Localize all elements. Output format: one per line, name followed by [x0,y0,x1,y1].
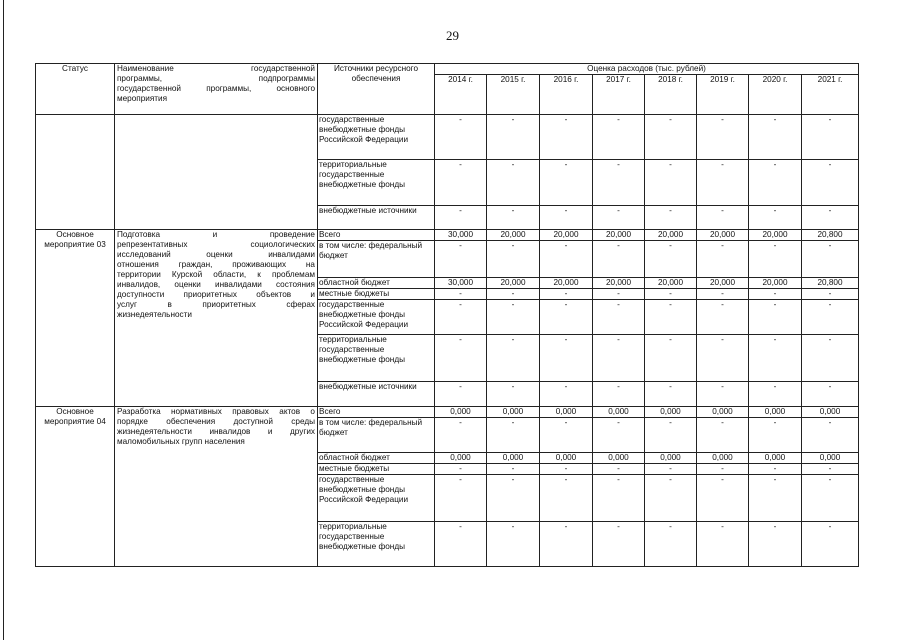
value-cell: - [593,475,645,522]
value-cell: - [435,475,487,522]
value-cell: - [540,335,593,382]
value-cell: - [487,382,540,407]
measure-name-line: Разработка нормативных правовых актов о [117,407,315,416]
value-cell: - [593,289,645,300]
value-cell: 20,000 [540,278,593,289]
value-cell: - [435,289,487,300]
value-cell: - [593,300,645,335]
value-cell: 0,000 [487,407,540,418]
value-cell: - [802,300,859,335]
value-cell: - [697,300,749,335]
name-cell-empty [115,115,318,230]
value-cell: - [645,335,697,382]
measure-name-line: доступности приоритетных объектов и [117,290,315,299]
value-cell: 0,000 [593,407,645,418]
table-row [36,407,859,418]
value-cell: - [435,522,487,567]
value-cell: - [697,464,749,475]
value-cell: - [749,335,802,382]
value-cell: - [645,382,697,407]
source-cell: государственные внебюджетные фонды Российской Федерации [318,300,435,335]
value-cell: 0,000 [802,453,859,464]
measure-name-line: порядке обеспечения доступной среды [117,417,315,426]
value-cell: - [593,464,645,475]
value-cell: - [435,241,487,278]
value-cell: - [645,522,697,567]
measure-name-line: жизнедеятельности инвалидов и других [117,427,315,436]
value-cell: - [802,418,859,453]
value-cell: - [645,475,697,522]
value-cell: 20,000 [697,230,749,241]
value-cell: - [540,300,593,335]
value-cell: - [435,382,487,407]
source-cell: местные бюджеты [318,464,435,475]
table-row [36,115,859,160]
value-cell: - [802,115,859,160]
source-cell: внебюджетные источники [318,206,435,230]
value-cell: - [540,115,593,160]
source-cell: областной бюджет [318,453,435,464]
value-cell: 20,000 [749,230,802,241]
status-cell: Основное мероприятие 04 [36,407,115,567]
value-cell: - [749,160,802,206]
measure-name-line: жизнедеятельности [117,310,192,319]
value-cell: - [540,241,593,278]
value-cell: - [487,115,540,160]
value-cell: 0,000 [749,407,802,418]
source-cell: в том числе: федеральный бюджет [318,241,435,278]
value-cell: 0,000 [487,453,540,464]
header-year: 2015 г. [487,75,540,115]
value-cell: - [487,475,540,522]
value-cell: - [593,160,645,206]
value-cell: - [697,522,749,567]
value-cell: - [593,241,645,278]
value-cell: - [645,464,697,475]
status-cell: Основное мероприятие 03 [36,230,115,407]
budget-table [35,63,859,567]
value-cell: - [749,289,802,300]
header-name-line: мероприятия [117,94,168,103]
header-sources-line: Источники ресурсного [333,64,419,73]
value-cell: 0,000 [697,407,749,418]
value-cell: - [540,206,593,230]
header-estimate: Оценка расходов (тыс. рублей) [435,64,859,75]
value-cell: 20,000 [645,230,697,241]
measure-name-line: инвалидов, оценки инвалидами состояния [117,280,315,289]
value-cell: - [645,418,697,453]
value-cell: - [802,522,859,567]
measure-name-line: исследований оценки инвалидами [117,250,315,259]
value-cell: - [749,418,802,453]
source-cell: территориальные государственные внебюджетные фонды [318,160,435,206]
value-cell: - [697,160,749,206]
value-cell: - [697,241,749,278]
header-year: 2018 г. [645,75,697,115]
value-cell: - [697,475,749,522]
source-cell: государственные внебюджетные фонды Российской Федерации [318,475,435,522]
measure-name-line: репрезентативных социологических [117,240,315,249]
value-cell: - [749,522,802,567]
value-cell: - [540,522,593,567]
header-name-line: Наименование государственной [117,64,315,73]
value-cell: 20,000 [487,278,540,289]
value-cell: - [435,160,487,206]
value-cell: - [487,418,540,453]
value-cell: - [802,382,859,407]
value-cell: - [435,418,487,453]
value-cell: 0,000 [645,453,697,464]
value-cell: - [697,206,749,230]
value-cell: - [487,464,540,475]
value-cell: 20,800 [802,230,859,241]
value-cell: - [435,335,487,382]
value-cell: 0,000 [802,407,859,418]
header-status: Статус [36,64,115,115]
value-cell: - [487,522,540,567]
source-cell: территориальные государственные внебюджетные фонды [318,335,435,382]
table-row [36,230,859,241]
source-cell: территориальные государственные внебюджетные фонды [318,522,435,567]
value-cell: - [645,289,697,300]
header-name-line: программы, подпрограммы [117,74,315,83]
value-cell: - [487,300,540,335]
value-cell: - [487,289,540,300]
value-cell: - [487,160,540,206]
source-cell: местные бюджеты [318,289,435,300]
value-cell: - [593,206,645,230]
header-year: 2014 г. [435,75,487,115]
value-cell: - [697,289,749,300]
value-cell: - [593,418,645,453]
value-cell: - [435,464,487,475]
header-sources-line: обеспечения [351,74,401,83]
measure-name-line: отношения граждан, проживающих на [117,260,315,269]
value-cell: - [749,300,802,335]
header-year: 2016 г. [540,75,593,115]
value-cell: 20,000 [645,278,697,289]
value-cell: 20,000 [487,230,540,241]
value-cell: - [593,115,645,160]
measure-name-line: маломобильных групп населения [117,437,245,446]
value-cell: 20,000 [697,278,749,289]
value-cell: - [487,241,540,278]
value-cell: - [435,115,487,160]
value-cell: - [540,160,593,206]
measure-name-cell [115,230,318,407]
value-cell: 0,000 [697,453,749,464]
value-cell: 20,000 [540,230,593,241]
value-cell: - [802,289,859,300]
value-cell: - [645,206,697,230]
value-cell: - [593,335,645,382]
value-cell: 0,000 [540,407,593,418]
value-cell: - [645,115,697,160]
source-cell: Всего [318,407,435,418]
value-cell: - [749,241,802,278]
header-year: 2020 г. [749,75,802,115]
table-body [36,115,859,567]
value-cell: - [749,115,802,160]
value-cell: - [435,300,487,335]
value-cell: - [540,464,593,475]
value-cell: - [697,115,749,160]
status-cell-empty [36,115,115,230]
measure-name-line: Подготовка и проведение [117,230,315,239]
value-cell: 0,000 [435,453,487,464]
value-cell: 0,000 [435,407,487,418]
value-cell: - [697,335,749,382]
header-sources [318,64,435,115]
header-year: 2017 г. [593,75,645,115]
value-cell: 20,000 [593,230,645,241]
value-cell: 30,000 [435,230,487,241]
value-cell: 0,000 [749,453,802,464]
value-cell: 0,000 [540,453,593,464]
value-cell: - [802,475,859,522]
page-number: 29 [446,28,459,43]
measure-name-line: территории Курской области, к проблемам [117,270,315,279]
value-cell: - [435,206,487,230]
value-cell: 20,000 [593,278,645,289]
value-cell: - [749,475,802,522]
value-cell: 0,000 [593,453,645,464]
value-cell: - [802,160,859,206]
value-cell: - [540,475,593,522]
value-cell: - [749,464,802,475]
value-cell: - [697,382,749,407]
value-cell: - [645,160,697,206]
value-cell: 20,800 [802,278,859,289]
measure-name-line: услуг в приоритетных сферах [117,300,315,309]
value-cell: - [802,241,859,278]
header-year: 2019 г. [697,75,749,115]
value-cell: - [802,206,859,230]
value-cell: - [802,335,859,382]
measure-name-cell [115,407,318,567]
value-cell: - [540,382,593,407]
source-cell: Всего [318,230,435,241]
value-cell: 20,000 [749,278,802,289]
value-cell: - [540,418,593,453]
value-cell: - [487,206,540,230]
value-cell: - [749,382,802,407]
source-cell: областной бюджет [318,278,435,289]
value-cell: - [593,382,645,407]
header-name-line: государственной программы, основного [117,84,315,93]
value-cell: - [645,241,697,278]
value-cell: - [697,418,749,453]
value-cell: - [487,335,540,382]
value-cell: - [749,206,802,230]
value-cell: - [802,464,859,475]
source-cell: внебюджетные источники [318,382,435,407]
source-cell: государственные внебюджетные фонды Российской Федерации [318,115,435,160]
page-edge-line [3,0,4,640]
value-cell: - [593,522,645,567]
value-cell: 30,000 [435,278,487,289]
value-cell: - [540,289,593,300]
value-cell: 0,000 [645,407,697,418]
header-name [115,64,318,115]
header-year: 2021 г. [802,75,859,115]
value-cell: - [645,300,697,335]
source-cell: в том числе: федеральный бюджет [318,418,435,453]
